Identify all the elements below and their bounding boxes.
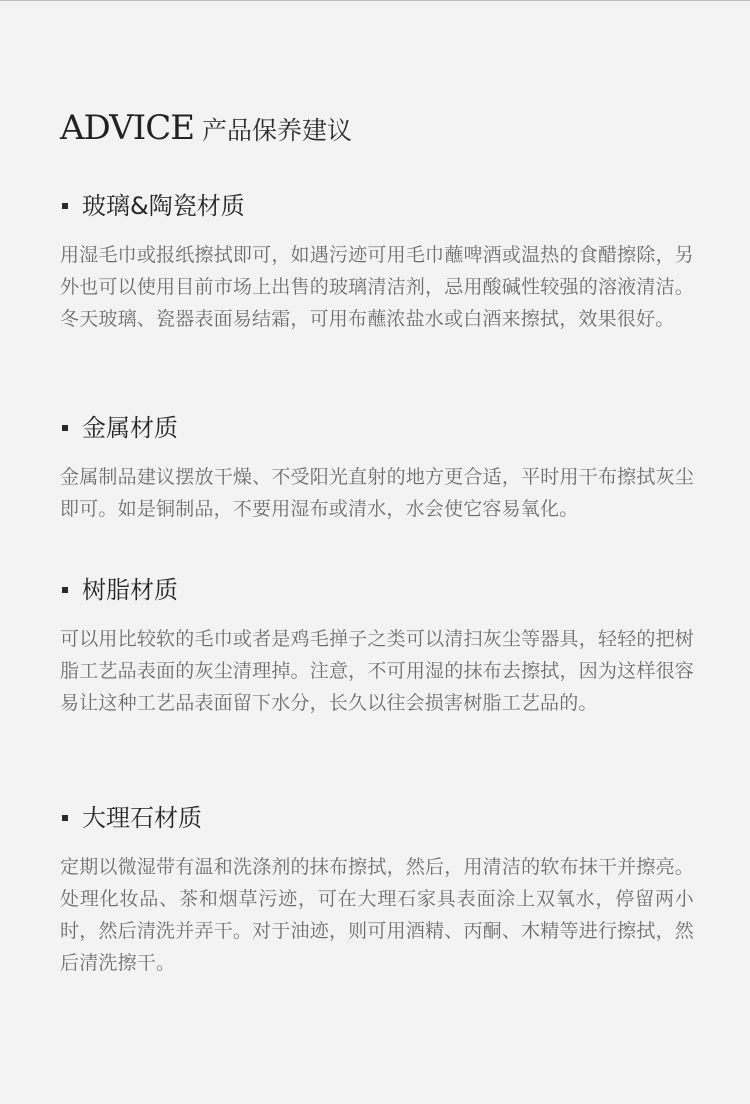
square-bullet-icon [62,587,68,593]
section-metal [60,408,694,525]
square-bullet-icon [62,203,68,209]
section-heading-text: 金属材质 [82,414,178,442]
section-marble [60,798,694,979]
section-heading [60,570,694,610]
section-heading [60,798,694,838]
square-bullet-icon [62,425,68,431]
section-body: 用湿毛巾或报纸擦拭即可，如遇污迹可用毛巾蘸啤酒或温热的食醋擦除，另外也可以使用目前市场上出售的玻璃清洁剂，忌用酸碱性较强的溶液清洁。冬天玻璃、瓷器表面易结霜，可用布蘸浓盐水或白酒来擦拭，效果很好。 [60,244,694,330]
section-glass-ceramic [60,186,694,335]
section-body: 定期以微湿带有温和洗涤剂的抹布擦拭，然后，用清洁的软布抹干并擦亮。处理化妆品、茶和烟草污迹，可在大理石家具表面涂上双氧水，停留两小时，然后清洗并弄干。对于油迹，则可用酒精、丙酮、木精等进行擦拭，然后清洗擦干。 [60,856,694,974]
title-english: ADVICE [60,108,195,148]
top-divider [0,0,750,1]
square-bullet-icon [62,815,68,821]
section-heading [60,408,694,448]
title-chinese: 产品保养建议 [202,116,353,145]
section-heading-text: 玻璃&陶瓷材质 [82,192,245,220]
section-heading [60,186,694,226]
section-heading-text: 大理石材质 [82,804,202,832]
section-heading-text: 树脂材质 [82,576,178,604]
page-title [60,106,352,150]
section-resin [60,570,694,719]
section-body: 可以用比较软的毛巾或者是鸡毛掸子之类可以清扫灰尘等器具，轻轻的把树脂工艺品表面的灰尘清理掉。注意，不可用湿的抹布去擦拭，因为这样很容易让这种工艺品表面留下水分，长久以往会损害树脂工艺品的。 [60,628,694,714]
section-body: 金属制品建议摆放干燥、不受阳光直射的地方更合适，平时用干布擦拭灰尘即可。如是铜制品，不要用湿布或清水，水会使它容易氧化。 [60,466,694,520]
